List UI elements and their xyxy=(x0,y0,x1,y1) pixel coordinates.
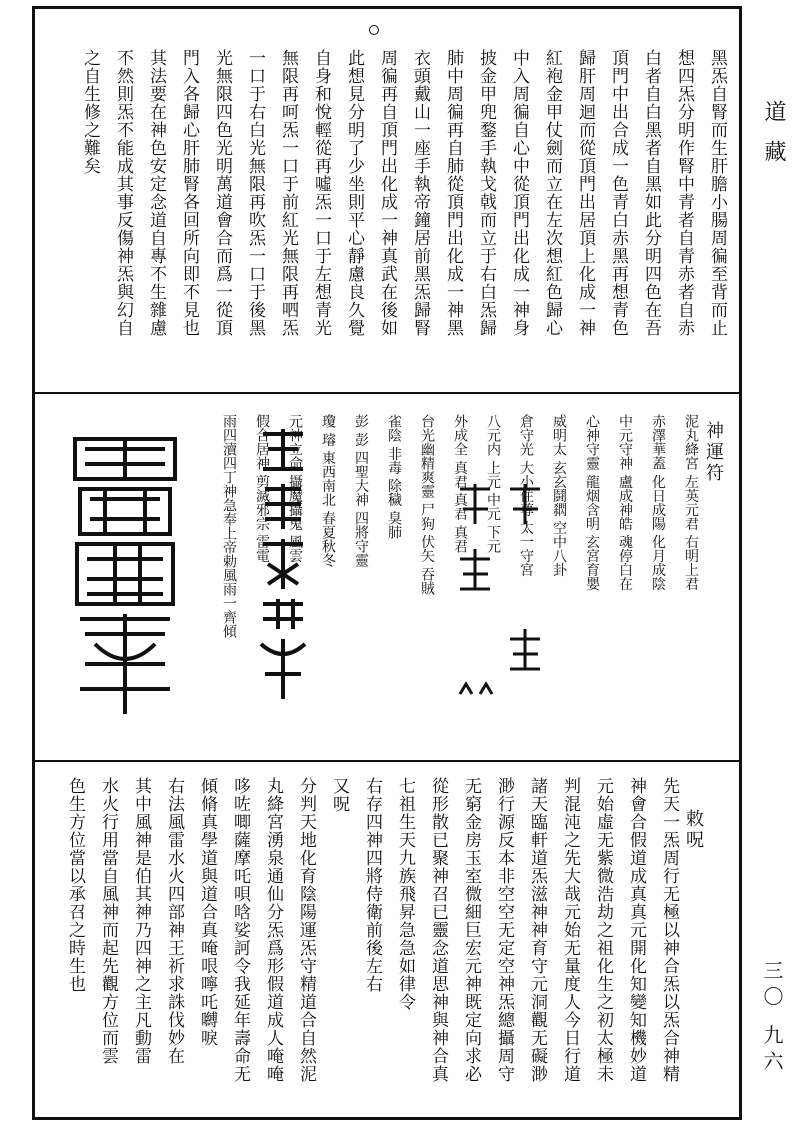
text-column: 分判天地化育陰陽運炁守精道合自然泥 xyxy=(296,777,316,1083)
text-column: 無限再呵炁一口于前紅光無限再呬炁 xyxy=(278,49,298,337)
circle-mark xyxy=(369,25,379,35)
text-column: 判混沌之先大哉元始无量度人今日行道 xyxy=(560,777,580,1083)
text-column: 元始虛无紫微浩劫之祖化生之初太極未 xyxy=(593,777,613,1083)
text-column: 門入各歸心肝肺腎各回所向即不見也 xyxy=(179,49,199,337)
text-column: 歸肝周迴而從頂門出居頂上化成一神 xyxy=(575,49,595,337)
text-column: 傾脩真學道與道合真唵哏嚀吒嚩唳 xyxy=(197,777,217,1047)
text-column: 披金甲兜鍪手執戈戟而立于右白炁歸 xyxy=(476,49,496,337)
text-column: 渺行源反本非空空无定空神炁總攝周守 xyxy=(494,777,514,1083)
text-column: 紅袍金甲仗劍而立在左次想紅色歸心 xyxy=(542,49,562,337)
text-column: 其中風神是伯其神乃四神之主凡動雷 xyxy=(131,777,151,1065)
talisman-seal xyxy=(65,429,185,719)
text-column: 右存四神四將侍衛前後左右 xyxy=(362,777,382,993)
text-column: 之自生修之難矣 xyxy=(80,49,100,175)
text-column: 諸天臨軒道炁滋神神育守元洞觀无礙渺 xyxy=(527,777,547,1083)
text-column: 彭 彭 四聖大神 四將守靈 xyxy=(353,414,369,568)
talisman-small xyxy=(455,479,550,709)
text-column: 黑炁自腎而生肝膽小腸周徧至背而止 xyxy=(707,49,727,337)
text-column: 不然則炁不能成其事反傷神炁與幻自 xyxy=(113,49,133,337)
text-column: 想四炁分明作腎中青者自青赤者自赤 xyxy=(674,49,694,337)
page-frame xyxy=(32,6,742,1120)
text-column: 肺中周徧再自肺從頂門出化成一神黑 xyxy=(443,49,463,337)
text-column: 心神守靈 龍烟含明 玄宮育嬰 xyxy=(584,414,600,591)
section-title: 神運符 xyxy=(703,421,724,484)
text-column: 光無限四色光明萬道會合而爲一從頂 xyxy=(212,49,232,337)
text-column: 此想見分明了少坐則平心靜慮良久覺 xyxy=(344,49,364,337)
section-title: 敕呪 xyxy=(683,809,704,851)
text-column: 頂門中出合成一色青白赤黑再想青色 xyxy=(608,49,628,337)
text-column: 自身和悅輕從再噓炁一口于左想青光 xyxy=(311,49,331,337)
text-column: 丸絳宮湧泉通仙分炁爲形假道成人唵唵 xyxy=(263,777,283,1083)
text-column: 元神立命 攝魔攝鬼 風雲 xyxy=(287,414,303,563)
text-column: 泥丸絳宮 左英元君 右明上君 xyxy=(683,414,699,591)
text-column: 八元内 上元 中元 下元 xyxy=(485,414,501,554)
text-column: 色生方位當以承召之時生也 xyxy=(65,777,85,993)
text-column: 倉守光 大小住尊 太一守宮 xyxy=(518,414,534,577)
text-column: 外成全 真君 真君 真君 xyxy=(452,414,468,554)
text-column: 七祖生天九族飛昇急急如律令 xyxy=(395,777,415,1011)
page-number: 三〇 九六 xyxy=(760,960,784,1077)
text-column: 其法要在神色安定念道自專不生雜慮 xyxy=(146,49,166,337)
text-column: 哆咗唧薩摩吒唄唅娑訶令我延年壽命无 xyxy=(230,777,250,1083)
text-column: 假合居神 剪滅邪宗 雷電 xyxy=(254,414,270,563)
text-column: 白者自白黑者自黑如此分明四色在吾 xyxy=(641,49,661,337)
text-column: 周徧再自頂門出化成一神真武在後如 xyxy=(377,49,397,337)
section-divider xyxy=(35,760,739,762)
text-column: 先天一炁周行无極以神合炁以炁合神精 xyxy=(659,777,679,1083)
text-column: 神會合假道成真真元開化知變知機妙道 xyxy=(626,777,646,1083)
text-column: 右法風雷水火四部神王祈求誅伐妙在 xyxy=(164,777,184,1065)
text-column: 威明太 玄玄鬪閷 空中八卦 xyxy=(551,414,567,577)
text-column: 又呪 xyxy=(329,777,349,813)
text-column: 水火行用當自風神而起先觀方位而雲 xyxy=(98,777,118,1065)
text-column: 衣頭戴山一座手執帝鐘居前黑炁歸腎 xyxy=(410,49,430,337)
text-column: 赤澤華蓋 化日成陽 化月成陰 xyxy=(650,414,666,591)
text-column: 瓊 璿 東西南北 春夏秋冬 xyxy=(320,414,336,568)
text-column: 雨四瀆四丁神急奉上帝勅風雨一齊傾 xyxy=(221,414,237,638)
section-divider xyxy=(35,392,739,394)
text-column: 中入周徧自心中從頂門出化成一神身 xyxy=(509,49,529,337)
text-column: 一口于右白光無限再吹炁一口于後黑 xyxy=(245,49,265,337)
text-column: 台光幽精爽靈 尸狗 伏矢 吞賊 xyxy=(419,414,435,596)
text-column: 无窮金房玉室微細巨宏元神既定向求必 xyxy=(461,777,481,1083)
text-column: 雀陰 非毒 除穢 臭肺 xyxy=(386,414,402,540)
text-column: 從形散已聚神召已靈念道思神與神合真 xyxy=(428,777,448,1083)
book-label: 道藏 xyxy=(761,100,786,180)
text-column: 中元守神 盧成神皓 魂停白在 xyxy=(617,414,633,591)
